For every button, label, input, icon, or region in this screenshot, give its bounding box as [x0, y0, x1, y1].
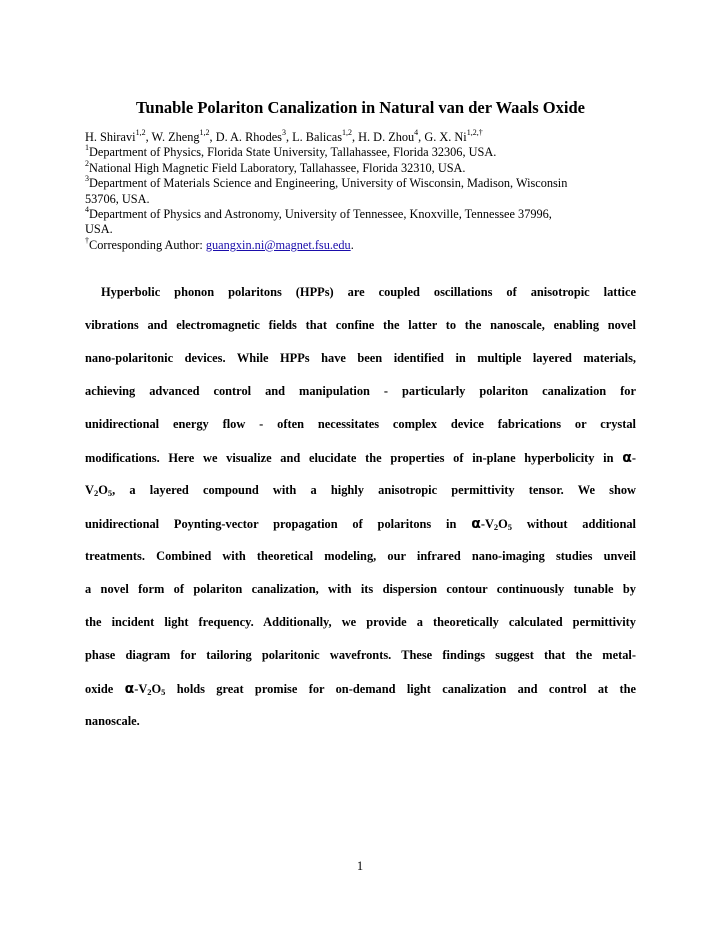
- author-name: G. X. Ni: [424, 130, 467, 144]
- author-name: D. A. Rhodes: [215, 130, 282, 144]
- affiliation-marker: 3: [85, 174, 89, 184]
- affiliation-continuation: USA.: [85, 222, 113, 237]
- abstract-line: unidirectional energy flow - often necessitates complex device fabrications or crystal: [85, 417, 636, 431]
- author-list: H. Shiravi$^{1,2}$, W. Zheng$^{1,2}$, D. A. Rhodes$^3$, L. Balicas$^{1,2}$, H. D. Zhou$^4$, G. X. $Ni^{1,2,\dagger}$: [85, 127, 483, 144]
- author-affiliation-marker: 3: [281, 127, 286, 137]
- formula-o: O: [151, 682, 162, 696]
- author-name: L. Balicas: [292, 130, 342, 144]
- abstract-line: [85, 681, 636, 699]
- affiliation-item: [85, 145, 645, 160]
- hyphen: -: [631, 451, 636, 465]
- abstract-text: modifications. Here we visualize and elucidate the properties of in-plane hyperbolicity in: [85, 451, 614, 465]
- affiliation-text: Department of Materials Science and Engineering, University of Wisconsin, Madison, Wisconsin: [89, 176, 568, 191]
- formula-subscript: 5: [161, 687, 166, 697]
- alpha-symbol: α: [622, 450, 632, 466]
- formula-subscript: 5: [507, 522, 513, 532]
- author-affiliation-marker: 4: [414, 127, 419, 137]
- abstract-text: oxide: [85, 682, 114, 696]
- affiliation-marker: 1: [85, 143, 89, 153]
- formula-subscript: 5: [107, 488, 113, 498]
- chemical-formula: [471, 517, 512, 531]
- corresponding-label: Corresponding Author:: [89, 237, 206, 252]
- author-name: H. Shiravi: [85, 130, 136, 144]
- formula-subscript: 2: [147, 687, 152, 697]
- author-affiliation-marker: 1,2,†: [466, 127, 483, 137]
- alpha-symbol: α: [471, 516, 481, 532]
- formula-v: V: [138, 682, 148, 696]
- corresponding-author: [85, 235, 645, 253]
- page-number: 1: [356, 859, 364, 873]
- affiliation-marker: 4: [85, 204, 89, 214]
- abstract-line: [85, 450, 636, 468]
- abstract-line: the incident light frequency. Additionally, we provide a theoretically calculated permittivity: [85, 615, 636, 629]
- abstract-line: Hyperbolic phonon polaritons (HPPs) are coupled oscillations of anisotropic lattice: [101, 285, 636, 299]
- abstract-line: [85, 516, 636, 534]
- front-matter: [85, 127, 645, 253]
- author-affiliation-marker: 1,2: [199, 127, 210, 137]
- abstract-text: unidirectional Poynting-vector propagation of polaritons in: [85, 517, 457, 531]
- abstract-line: achieving advanced control and manipulation - particularly polariton canalization for: [85, 384, 636, 398]
- affiliation-item: [85, 158, 645, 176]
- abstract-text: without additional: [526, 517, 636, 531]
- author-name: W. Zheng: [151, 130, 200, 144]
- paper-title: Tunable Polariton Canalization in Natural van der Waals Oxide: [136, 98, 585, 117]
- formula-v: V: [484, 517, 494, 531]
- affiliation-text: Department of Physics, Florida State University, Tallahassee, Florida 32306, USA.: [89, 145, 497, 160]
- chemical-formula: [125, 682, 166, 696]
- corresponding-marker: †: [85, 235, 89, 245]
- corresponding-email-link[interactable]: guangxin.ni@magnet.fsu.edu: [205, 237, 351, 252]
- abstract-line: nano-polaritonic devices. While HPPs have been identified in multiple layered materials,: [85, 351, 636, 365]
- abstract-text: , a layered compound with a highly anisotropic permittivity tensor. We show: [112, 483, 636, 497]
- abstract-line: nanoscale.: [85, 714, 140, 728]
- corresponding-end: .: [350, 237, 354, 252]
- formula-subscript: 2: [93, 488, 99, 498]
- affiliation-continuation: 53706, USA.: [85, 191, 150, 206]
- affiliation-item: [85, 176, 645, 191]
- affiliation-item: [85, 204, 645, 222]
- abstract-line: a novel form of polariton canalization, with its dispersion contour continuously tunable by: [85, 582, 636, 596]
- hyphen: -: [480, 517, 485, 531]
- abstract-line: [85, 483, 636, 501]
- abstract-line: vibrations and electromagnetic fields that confine the latter to the nanoscale, enabling novel: [85, 318, 636, 332]
- author-affiliation-marker: 1,2: [135, 127, 146, 137]
- abstract-line: treatments. Combined with theoretical modeling, our infrared nano-imaging studies unveil: [85, 549, 636, 563]
- formula-o: O: [98, 483, 108, 497]
- alpha-symbol: α: [124, 681, 135, 697]
- affiliation-text: National High Magnetic Field Laboratory, Tallahassee, Florida 32310, USA.: [89, 160, 466, 175]
- formula-subscript: 2: [493, 522, 499, 532]
- formula-o: O: [498, 517, 508, 531]
- hyphen: -: [134, 682, 139, 696]
- abstract-line: phase diagram for tailoring polaritonic wavefronts. These findings suggest that the metal-: [85, 648, 636, 662]
- affiliation-marker: 2: [85, 158, 89, 168]
- author-name: H. D. Zhou: [358, 130, 415, 144]
- author-affiliation-marker: 1,2: [342, 127, 352, 137]
- formula-v: V: [85, 483, 94, 497]
- abstract-text: holds great promise for on-demand light canalization and control at the: [176, 682, 636, 696]
- affiliation-text: Department of Physics and Astronomy, University of Tennessee, Knoxville, Tennessee 37996,: [89, 207, 552, 222]
